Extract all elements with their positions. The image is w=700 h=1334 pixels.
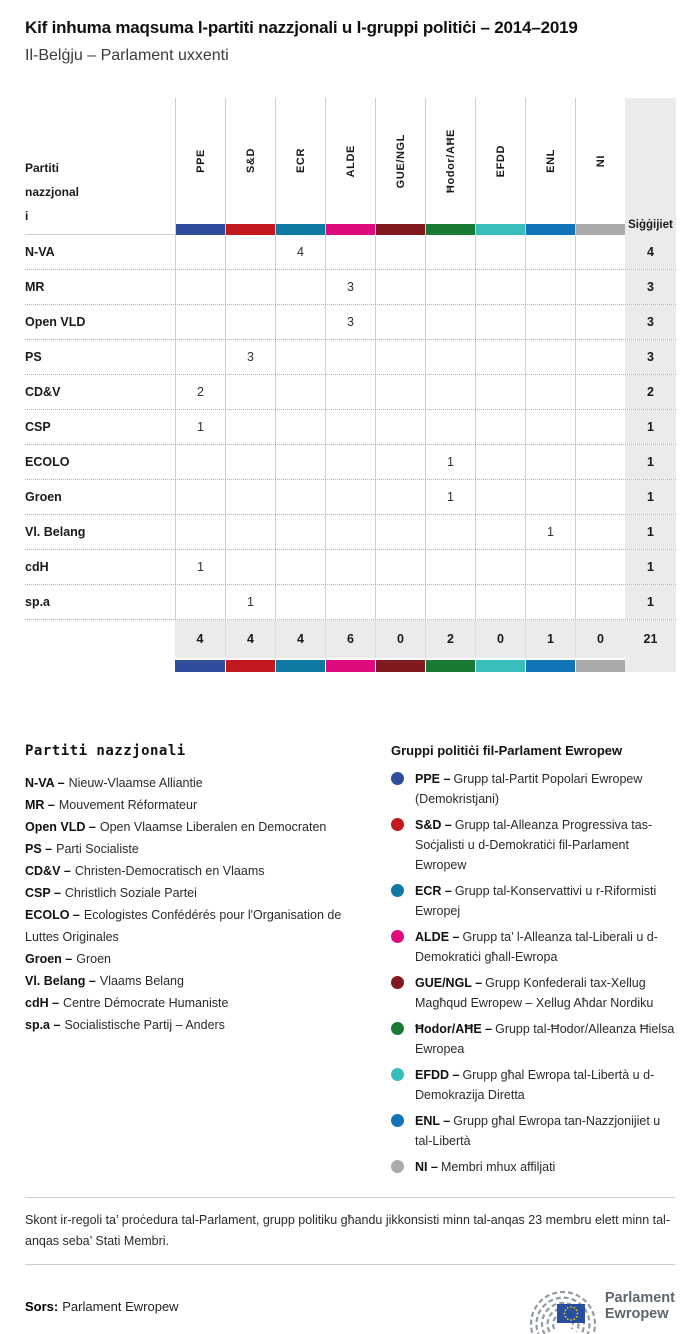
total-cell: 0 xyxy=(575,620,625,658)
divider xyxy=(25,1197,675,1198)
party-name-cell: CD&V xyxy=(25,385,61,399)
group-color-bar xyxy=(575,660,625,672)
value-cell xyxy=(425,305,475,339)
value-cell xyxy=(525,305,575,339)
value-cell xyxy=(225,410,275,444)
table-header-row xyxy=(25,98,676,235)
value-cell: 3 xyxy=(225,340,275,374)
total-cell: 4 xyxy=(225,620,275,658)
value-cell xyxy=(575,445,625,479)
value-cell xyxy=(575,340,625,374)
value-cell xyxy=(375,375,425,409)
value-cell xyxy=(575,550,625,584)
value-cell xyxy=(375,340,425,374)
value-cell xyxy=(475,305,525,339)
value-cell xyxy=(225,375,275,409)
value-cell xyxy=(425,585,475,619)
value-cell xyxy=(375,270,425,304)
list-item: PS – Parti Socialiste xyxy=(25,842,139,856)
column-header-guengl: GUE/NGL xyxy=(375,98,425,235)
group-color-bar xyxy=(226,224,275,235)
seats-cell: 1 xyxy=(625,585,676,619)
list-item: S&D – Grupp tal-Alleanza Progressiva tas-Soċjalisti u d-Demokratiċi fil-Parlament Ewropew xyxy=(391,815,676,875)
value-cell xyxy=(225,480,275,514)
value-cell xyxy=(325,585,375,619)
total-cell: 1 xyxy=(525,620,575,658)
list-item: Ħodor/AĦE – Grupp tal-Ħodor/Alleanza Ħielsa Ewropea xyxy=(391,1019,676,1059)
value-cell xyxy=(275,340,325,374)
group-color-dot xyxy=(391,976,404,989)
seats-cell: 1 xyxy=(625,515,676,549)
group-color-dot xyxy=(391,930,404,943)
value-cell xyxy=(325,235,375,269)
footnote: Skont ir-regoli ta’ proċedura tal-Parlament, grupp politiku għandu jikkonsisti minn tal-anqas 23 membru elett minn tal-anqas seba’ Stati Membri. xyxy=(25,1213,670,1248)
group-color-bar xyxy=(275,660,325,672)
list-item: Vl. Belang – Vlaams Belang xyxy=(25,974,184,988)
column-header-efdd: EFDD xyxy=(475,98,525,235)
value-cell xyxy=(325,480,375,514)
column-header-ecr: ECR xyxy=(275,98,325,235)
source-line: Sors: Parlament Ewropew xyxy=(25,1298,179,1314)
value-cell xyxy=(375,235,425,269)
value-cell xyxy=(475,340,525,374)
value-cell xyxy=(375,550,425,584)
value-cell xyxy=(475,235,525,269)
row-header-cell xyxy=(25,98,175,235)
national-parties-legend xyxy=(25,743,365,1183)
column-header-ppe: PPE xyxy=(175,98,225,235)
party-name-cell: PS xyxy=(25,350,42,364)
value-cell xyxy=(425,410,475,444)
group-color-bar xyxy=(425,660,475,672)
political-groups-legend xyxy=(391,743,676,1183)
value-cell xyxy=(475,270,525,304)
group-color-dot xyxy=(391,772,404,785)
value-cell xyxy=(425,515,475,549)
list-item: CD&V – Christen-Democratisch en Vlaams xyxy=(25,864,265,878)
value-cell xyxy=(225,515,275,549)
group-color-bar xyxy=(426,224,475,235)
table-row xyxy=(25,515,676,550)
row-header-label: Partiti nazzjonali xyxy=(25,161,80,223)
value-cell xyxy=(525,375,575,409)
list-item: EFDD – Grupp għal Ewropa tal-Libertà u d-Demokrazija Diretta xyxy=(391,1065,676,1105)
seats-cell: 1 xyxy=(625,480,676,514)
seats-column-foot xyxy=(625,658,676,672)
value-cell xyxy=(175,270,225,304)
list-item: Groen – Groen xyxy=(25,952,111,966)
legend-heading: Partiti nazzjonali xyxy=(25,743,186,759)
value-cell: 3 xyxy=(325,270,375,304)
total-cell: 2 xyxy=(425,620,475,658)
value-cell xyxy=(475,375,525,409)
value-cell xyxy=(425,235,475,269)
group-color-dot xyxy=(391,1114,404,1127)
value-cell xyxy=(575,410,625,444)
total-cell: 4 xyxy=(175,620,225,658)
value-cell xyxy=(225,305,275,339)
total-seats-cell: 21 xyxy=(625,620,676,658)
value-cell xyxy=(175,235,225,269)
seats-cell: 2 xyxy=(625,375,676,409)
group-color-bar xyxy=(276,224,325,235)
table-row xyxy=(25,585,676,620)
bottom-color-bars xyxy=(25,658,676,672)
party-name-cell: CSP xyxy=(25,420,51,434)
value-cell xyxy=(275,305,325,339)
table-row xyxy=(25,270,676,305)
value-cell xyxy=(175,515,225,549)
table-row xyxy=(25,550,676,585)
legends xyxy=(25,743,675,1183)
page-title: Kif inhuma maqsuma l-partiti nazzjonali u l-gruppi politiċi – 2014–2019 xyxy=(25,18,578,37)
value-cell xyxy=(475,410,525,444)
value-cell xyxy=(275,515,325,549)
value-cell xyxy=(375,410,425,444)
group-color-bar xyxy=(176,224,225,235)
group-color-bar xyxy=(326,224,375,235)
group-color-bar xyxy=(475,660,525,672)
value-cell xyxy=(425,340,475,374)
group-color-dot xyxy=(391,1068,404,1081)
value-cell xyxy=(475,515,525,549)
value-cell xyxy=(525,340,575,374)
column-header-seats: Siġġijiet xyxy=(625,98,676,235)
party-name-cell: MR xyxy=(25,280,45,294)
value-cell xyxy=(275,550,325,584)
list-item: N-VA – Nieuw-Vlaamse Alliantie xyxy=(25,776,203,790)
party-name-cell: N-VA xyxy=(25,245,55,259)
logo-wordmark: Parlament Ewropew xyxy=(604,1290,675,1322)
group-color-bar xyxy=(376,224,425,235)
seats-cell: 3 xyxy=(625,305,676,339)
table-row xyxy=(25,445,676,480)
list-item: GUE/NGL – Grupp Konfederali tax-Xellug Magħqud Ewropew – Xellug Aħdar Nordiku xyxy=(391,973,676,1013)
value-cell xyxy=(525,480,575,514)
party-name-cell: sp.a xyxy=(25,595,51,609)
value-cell xyxy=(375,445,425,479)
totals-empty-cell xyxy=(25,620,175,658)
value-cell xyxy=(225,270,275,304)
value-cell xyxy=(375,305,425,339)
party-name-cell: ECOLO xyxy=(25,455,70,469)
seats-cell: 1 xyxy=(625,550,676,584)
value-cell: 1 xyxy=(175,410,225,444)
value-cell xyxy=(425,270,475,304)
list-item: ENL – Grupp għal Ewropa tan-Nazzjonijiet u tal-Libertà xyxy=(391,1111,676,1151)
value-cell xyxy=(525,410,575,444)
table-row xyxy=(25,375,676,410)
list-item: ECR – Grupp tal-Konservattivi u r-Riformisti Ewropej xyxy=(391,881,676,921)
legend-heading: Gruppi politiċi fil-Parlament Ewropew xyxy=(391,743,623,758)
value-cell xyxy=(225,445,275,479)
value-cell xyxy=(525,235,575,269)
list-item: CSP – Christlich Soziale Partei xyxy=(25,886,197,900)
column-header-alde: ALDE xyxy=(325,98,375,235)
seats-cell: 3 xyxy=(625,270,676,304)
group-color-bar xyxy=(526,224,575,235)
bars-empty-cell xyxy=(25,658,175,672)
total-cell: 4 xyxy=(275,620,325,658)
value-cell xyxy=(575,270,625,304)
value-cell xyxy=(475,480,525,514)
party-name-cell: Groen xyxy=(25,490,62,504)
footer xyxy=(25,1278,675,1334)
value-cell xyxy=(325,515,375,549)
value-cell xyxy=(175,445,225,479)
value-cell xyxy=(275,375,325,409)
value-cell xyxy=(275,480,325,514)
value-cell xyxy=(475,585,525,619)
total-cell: 0 xyxy=(475,620,525,658)
value-cell xyxy=(525,550,575,584)
value-cell xyxy=(325,375,375,409)
party-name-cell: Vl. Belang xyxy=(25,525,86,539)
group-color-bar xyxy=(525,660,575,672)
party-name-cell: cdH xyxy=(25,560,49,574)
value-cell: 3 xyxy=(325,305,375,339)
value-cell xyxy=(375,480,425,514)
list-item: NI – Membri mhux affiljati xyxy=(391,1157,676,1177)
value-cell xyxy=(575,480,625,514)
group-color-bar xyxy=(476,224,525,235)
value-cell: 1 xyxy=(525,515,575,549)
group-color-bar xyxy=(375,660,425,672)
european-parliament-logo xyxy=(522,1278,675,1334)
seats-cell: 1 xyxy=(625,410,676,444)
table-row xyxy=(25,340,676,375)
table-row xyxy=(25,410,676,445)
column-header-hodor-ahe: Ħodor/AĦE xyxy=(425,98,475,235)
table-row xyxy=(25,235,676,270)
divider xyxy=(25,1264,675,1265)
value-cell xyxy=(575,515,625,549)
value-cell xyxy=(425,375,475,409)
value-cell xyxy=(175,340,225,374)
column-header-ni: NI xyxy=(575,98,625,235)
value-cell xyxy=(425,550,475,584)
value-cell xyxy=(175,585,225,619)
total-cell: 0 xyxy=(375,620,425,658)
value-cell: 2 xyxy=(175,375,225,409)
value-cell xyxy=(375,515,425,549)
seats-table xyxy=(25,98,676,672)
value-cell xyxy=(525,270,575,304)
seats-cell: 4 xyxy=(625,235,676,269)
page-subtitle: Il-Belġju – Parlament uxxenti xyxy=(25,47,229,64)
value-cell: 4 xyxy=(275,235,325,269)
value-cell xyxy=(525,585,575,619)
party-name-cell: Open VLD xyxy=(25,315,86,329)
value-cell xyxy=(475,445,525,479)
totals-row xyxy=(25,620,676,658)
group-color-dot xyxy=(391,1022,404,1035)
value-cell xyxy=(325,340,375,374)
list-item: MR – Mouvement Réformateur xyxy=(25,798,198,812)
value-cell xyxy=(175,305,225,339)
value-cell: 1 xyxy=(425,480,475,514)
value-cell xyxy=(275,445,325,479)
value-cell xyxy=(275,270,325,304)
value-cell xyxy=(275,585,325,619)
list-item: ALDE – Grupp ta’ l-Alleanza tal-Liberali u d-Demokratiċi għall-Ewropa xyxy=(391,927,676,967)
value-cell xyxy=(525,445,575,479)
group-color-bar xyxy=(325,660,375,672)
value-cell xyxy=(225,550,275,584)
column-header-enl: ENL xyxy=(525,98,575,235)
value-cell xyxy=(325,445,375,479)
value-cell xyxy=(475,550,525,584)
value-cell xyxy=(225,235,275,269)
value-cell: 1 xyxy=(175,550,225,584)
list-item: ECOLO – Ecologistes Confédérés pour l'Organisation de Luttes Originales xyxy=(25,908,342,944)
group-color-dot xyxy=(391,818,404,831)
value-cell xyxy=(175,480,225,514)
seats-cell: 3 xyxy=(625,340,676,374)
list-item: Open VLD – Open Vlaamse Liberalen en Democraten xyxy=(25,820,327,834)
column-header-sd: S&D xyxy=(225,98,275,235)
value-cell xyxy=(275,410,325,444)
group-color-bar xyxy=(576,224,625,235)
list-item: cdH – Centre Démocrate Humaniste xyxy=(25,996,229,1010)
list-item: PPE – Grupp tal-Partit Popolari Ewropew (Demokristjani) xyxy=(391,769,676,809)
group-color-bar xyxy=(225,660,275,672)
hemicycle-flag-icon xyxy=(522,1278,596,1334)
value-cell: 1 xyxy=(225,585,275,619)
value-cell xyxy=(325,550,375,584)
value-cell xyxy=(575,585,625,619)
table-row xyxy=(25,480,676,515)
value-cell xyxy=(575,375,625,409)
list-item: sp.a – Socialistische Partij – Anders xyxy=(25,1018,225,1032)
total-cell: 6 xyxy=(325,620,375,658)
value-cell xyxy=(575,235,625,269)
table-row xyxy=(25,305,676,340)
group-color-dot xyxy=(391,1160,404,1173)
value-cell xyxy=(325,410,375,444)
value-cell xyxy=(575,305,625,339)
value-cell: 1 xyxy=(425,445,475,479)
group-color-bar xyxy=(175,660,225,672)
group-color-dot xyxy=(391,884,404,897)
value-cell xyxy=(375,585,425,619)
seats-cell: 1 xyxy=(625,445,676,479)
